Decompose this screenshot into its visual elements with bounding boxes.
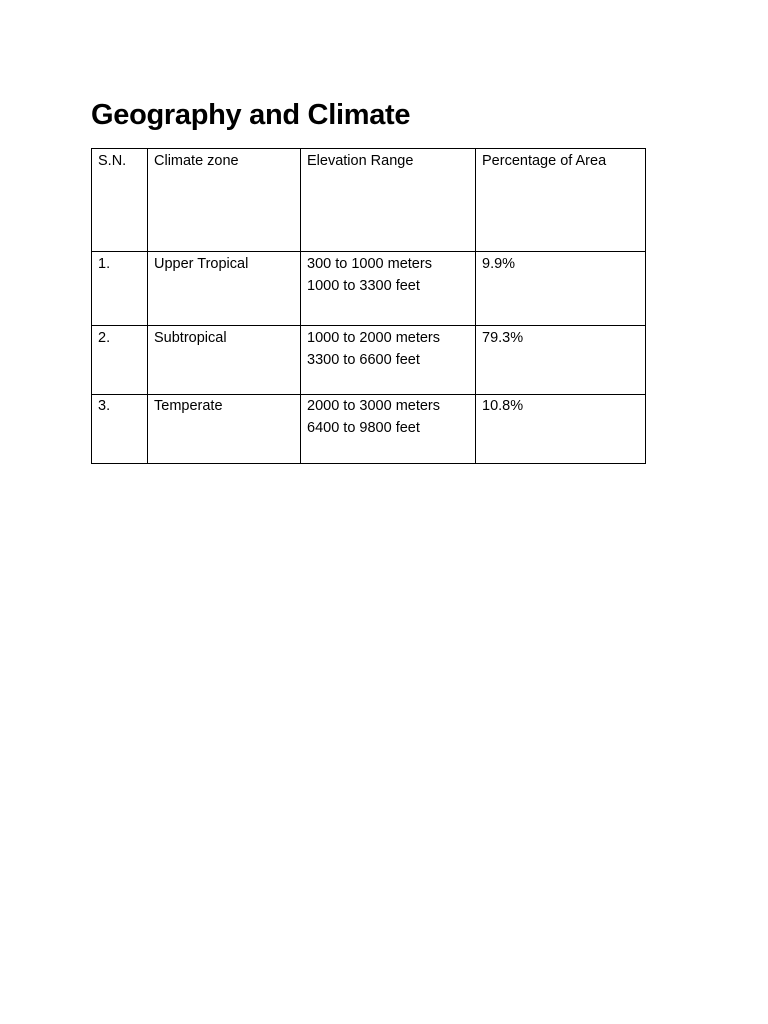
elevation-meters: 2000 to 3000 meters bbox=[307, 398, 441, 414]
cell-percentage: 10.8% bbox=[476, 395, 646, 464]
elevation-meters: 1000 to 2000 meters bbox=[307, 330, 441, 346]
cell-climate-zone: Temperate bbox=[148, 395, 301, 464]
elevation-meters: 300 to 1000 meters bbox=[307, 256, 432, 272]
page-title: Geography and Climate bbox=[91, 99, 411, 131]
header-elevation-range: Elevation Range bbox=[301, 149, 476, 252]
cell-sn: 2. bbox=[92, 326, 148, 395]
cell-elevation-range bbox=[301, 395, 476, 464]
table-row bbox=[92, 252, 646, 326]
table-row bbox=[92, 395, 646, 464]
cell-percentage: 9.9% bbox=[476, 252, 646, 326]
elevation-feet: 1000 to 3300 feet bbox=[307, 278, 420, 294]
cell-sn: 3. bbox=[92, 395, 148, 464]
climate-zone-table bbox=[91, 148, 646, 464]
cell-climate-zone: Upper Tropical bbox=[148, 252, 301, 326]
cell-percentage: 79.3% bbox=[476, 326, 646, 395]
elevation-feet: 3300 to 6600 feet bbox=[307, 352, 420, 368]
cell-climate-zone: Subtropical bbox=[148, 326, 301, 395]
table-row bbox=[92, 326, 646, 395]
cell-sn: 1. bbox=[92, 252, 148, 326]
cell-elevation-range bbox=[301, 326, 476, 395]
header-sn: S.N. bbox=[92, 149, 148, 252]
header-percentage-of-area: Percentage of Area bbox=[476, 149, 646, 252]
cell-elevation-range bbox=[301, 252, 476, 326]
table-header-row bbox=[92, 149, 646, 252]
elevation-feet: 6400 to 9800 feet bbox=[307, 420, 420, 436]
header-climate-zone: Climate zone bbox=[148, 149, 301, 252]
